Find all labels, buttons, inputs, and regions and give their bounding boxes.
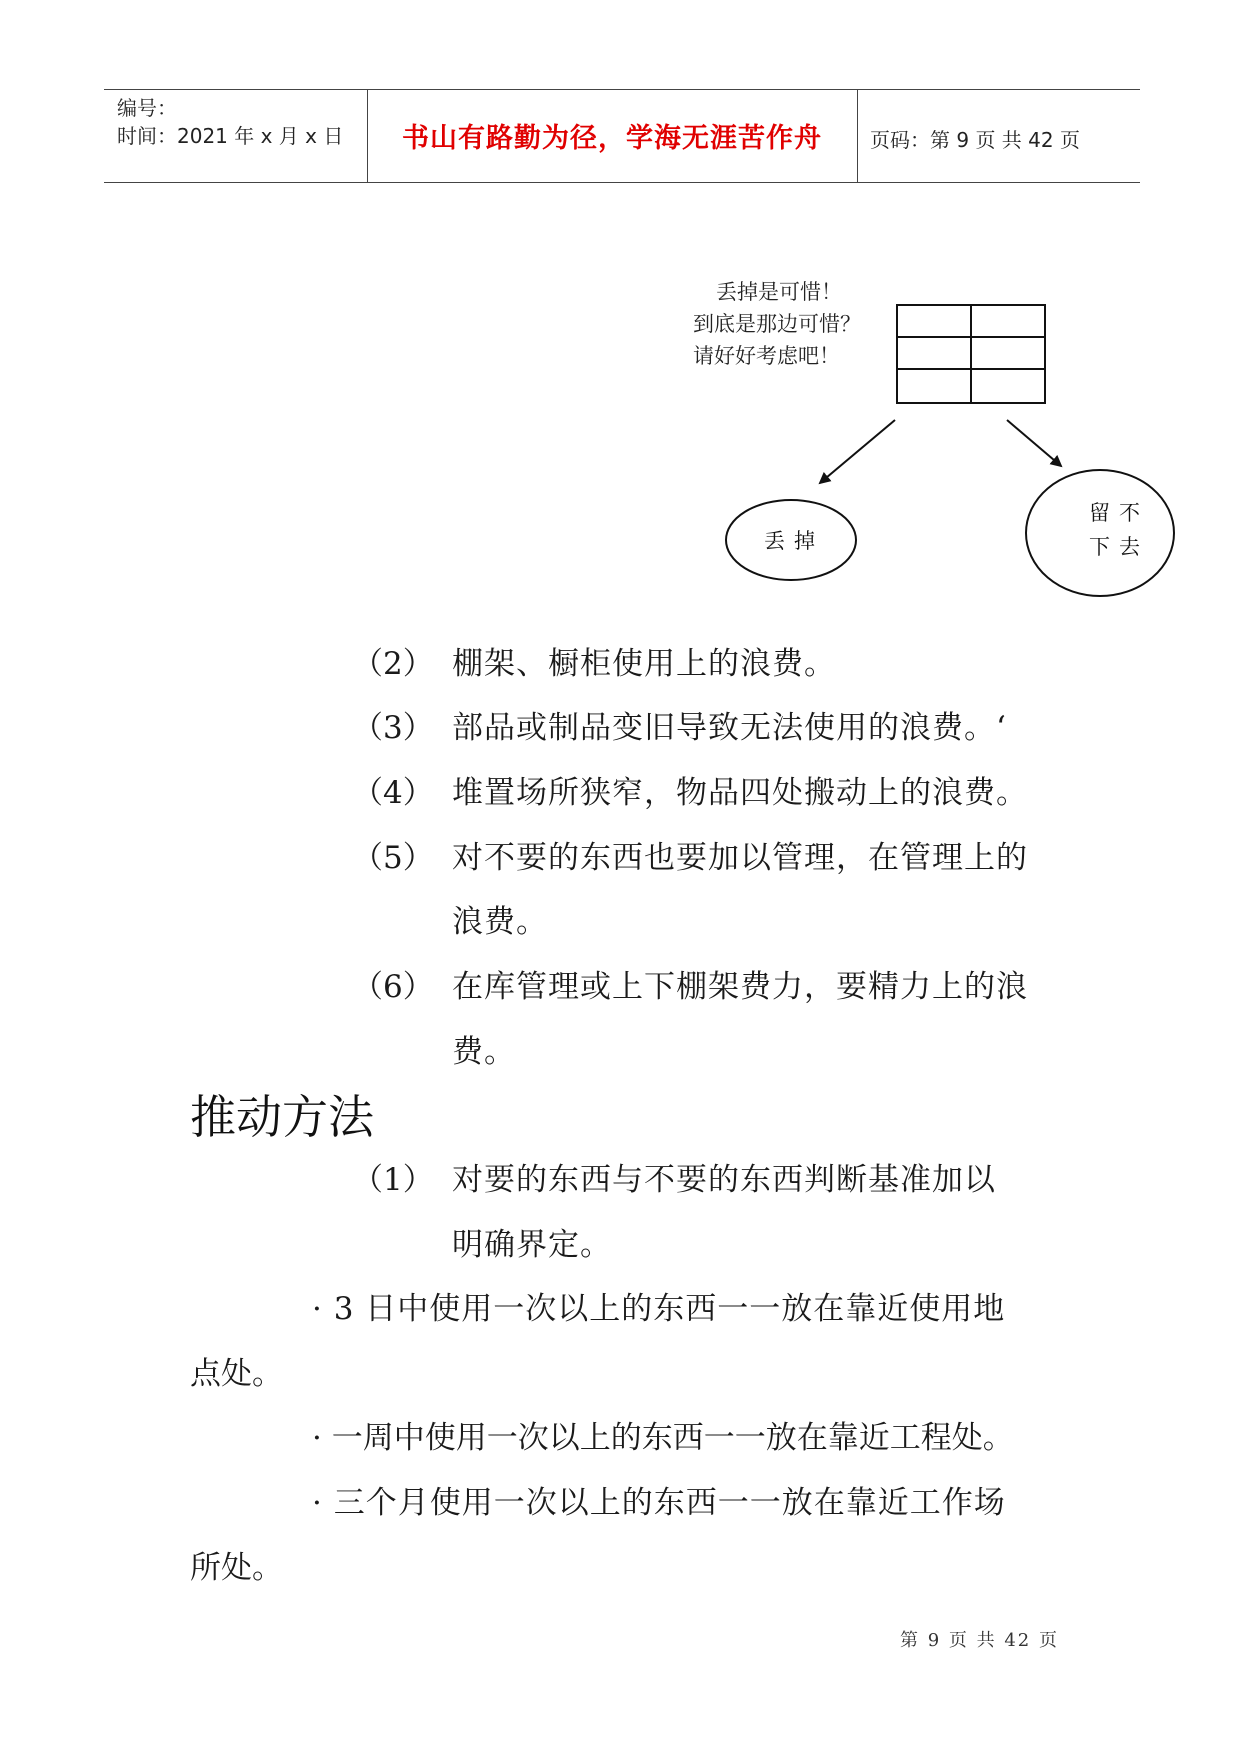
bullet-line-continuation: 点处。	[190, 1356, 283, 1392]
item-number: （4）	[352, 775, 434, 811]
header-number-label: 编号：	[117, 96, 177, 120]
keep-label-line: 下去	[1089, 535, 1149, 559]
header-motto: 书山有路勤为径，学海无涯苦作舟	[402, 123, 822, 154]
diagram-note-line: 到底是那边可惜？	[693, 312, 861, 336]
bullet-line: · 三个月使用一次以上的东西一一放在靠近工作场	[312, 1485, 1006, 1521]
item-text: 棚架、橱柜使用上的浪费。	[452, 646, 836, 682]
item-text: 部品或制品变旧导致无法使用的浪费。‘	[452, 710, 1007, 746]
item-text: 在库管理或上下棚架费力，要精力上的浪	[452, 969, 1028, 1005]
item-text: 对要的东西与不要的东西判断基准加以	[452, 1162, 996, 1198]
item-number: （5）	[352, 840, 434, 876]
discard-label: 丢掉	[764, 529, 824, 553]
diagram-note-line: 请好好考虑吧！	[693, 344, 840, 368]
item-text-continuation: 浪费。	[452, 904, 548, 940]
item-text-continuation: 明确界定。	[452, 1227, 612, 1263]
item-number: （2）	[352, 646, 434, 682]
bullet-line: · 一周中使用一次以上的东西一一放在靠近工程处。	[312, 1420, 1014, 1456]
bullet-line-continuation: 所处。	[190, 1550, 283, 1586]
item-text-continuation: 费。	[452, 1034, 516, 1070]
item-number: （6）	[352, 969, 434, 1005]
item-number: （3）	[352, 710, 434, 746]
item-text: 堆置场所狭窄，物品四处搬动上的浪费。	[452, 775, 1028, 811]
arrow-right	[1007, 420, 1061, 466]
section-heading: 推动方法	[190, 1090, 374, 1144]
decision-diagram	[0, 0, 1241, 700]
footer-page-number: 第 9 页 共 42 页	[900, 1630, 1059, 1651]
header-date: 时间：2021 年 x 月 x 日	[117, 124, 344, 148]
item-text: 对不要的东西也要加以管理，在管理上的	[452, 840, 1028, 876]
diagram-note-line: 丢掉是可惜！	[716, 280, 842, 304]
shelf-grid-icon	[897, 305, 1045, 403]
arrow-left	[820, 420, 895, 483]
keep-label-line: 留不	[1089, 501, 1149, 525]
header-page-number: 页码：第 9 页 共 42 页	[870, 128, 1080, 152]
item-number: （1）	[352, 1162, 434, 1198]
bullet-line: · 3 日中使用一次以上的东西一一放在靠近使用地	[312, 1291, 1006, 1327]
